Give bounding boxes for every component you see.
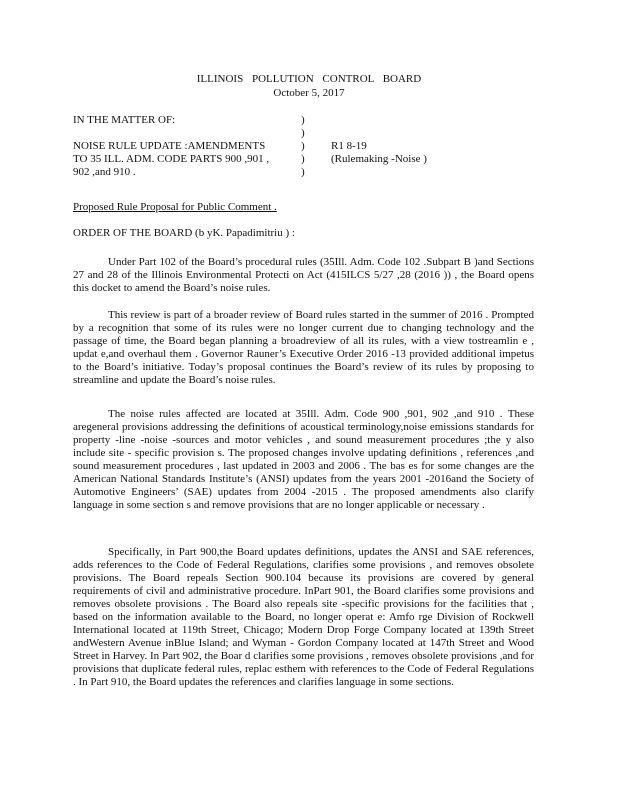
caption-docket-block bbox=[331, 114, 551, 179]
agency-title: ILLINOIS POLLUTION CONTROL BOARD bbox=[196, 73, 422, 85]
caption-paren: ) bbox=[301, 166, 305, 178]
body-paragraph: This review is part of a broader review of Board rules started in the summer of 2016 . Prompted by a recognition that some of its rules were no longer current due to changing technology and the passage of time, the Board began planning a broadreview of all its rules, with a view tostreamlin e , updat e,and overhaul them . Governor Rauner’s Executive Order 2016 -13 provided additional impetus to the Board’s initiative. Today’s proposal continues the Board’s review of its rules by proposing to streamline and update the Board’s noise rules. bbox=[73, 309, 534, 386]
caption-paren: ) bbox=[301, 127, 305, 139]
section-heading: Proposed Rule Proposal for Public Comment . bbox=[73, 201, 277, 213]
caption-parentheses bbox=[301, 114, 311, 179]
caption-matter-block bbox=[73, 114, 303, 179]
caption-line bbox=[73, 127, 303, 140]
caption-line: 902 ,and 910 . bbox=[73, 166, 136, 178]
caption-paren: ) bbox=[301, 114, 305, 126]
body-paragraph: Under Part 102 of the Board’s procedural rules (35Ill. Adm. Code 102 .Subpart B )and Sections 27 and 28 of the Illinois Environmental Protecti on Act (415ILCS 5/27 ,28 (2016 )) , the Board opens this docket to amend the Board’s noise rules. bbox=[73, 256, 534, 294]
caption-docket-line bbox=[331, 114, 551, 127]
caption-docket-line bbox=[331, 166, 551, 179]
caption-line: TO 35 ILL. ADM. CODE PARTS 900 ,901 , bbox=[73, 153, 270, 165]
caption-line: IN THE MATTER OF: bbox=[73, 114, 176, 126]
caption-paren: ) bbox=[301, 140, 305, 152]
order-line: ORDER OF THE BOARD (b yK. Papadimitriu ) : bbox=[73, 227, 295, 239]
body-paragraph: The noise rules affected are located at 35Ill. Adm. Code 900 ,901, 902 ,and 910 . These aregeneral provisions addressing the definitions of acoustical terminology,noise emissions standards for property -line -noise -sources and motor vehicles , and sound measurement procedures ;the y also include site - specific provision s. The proposed changes involve updating definitions , references ,and sound measurement procedures , last updated in 2003 and 2006 . The bas es for some changes are the American National Standards Institute’s (ANSI) updates from the years 2001 -2016and the Society of Automotive Engineers’ (SAE) updates from 2004 -2015 . The proposed amendments also clarify language in some section s and remove provisions that are no longer applicable or necessary . bbox=[73, 408, 534, 511]
caption-paren: ) bbox=[301, 153, 305, 165]
body-paragraph: Specifically, in Part 900,the Board updates definitions, updates the ANSI and SAE references, adds references to the Code of Federal Regulations, clarifies some provisions , and removes obsolete provisions. The Board repeals Section 900.104 because its provisions are covered by general requirements of civil and administrative procedure. InPart 901, the Board clarifies some provisions and removes obsolete provisions . The Board also repeals site -specific provisions for the facilities that , based on the information available to the Board, no longer operat e: Amfo rge Division of Rockwell International located at 119th Street, Chicago; Modern Drop Forge Company located at 139th Street andWestern Avenue inBlue Island; and Wyman - Gordon Company located at 147th Street and Wood Street in Harvey. In Part 902, the Boar d clarifies some provisions , removes obsolete provisions ,and for provisions that duplicate federal rules, replac esthem with references to the Code of Federal Regulations . In Part 910, the Board updates the references and clarifies language in some sections. bbox=[73, 546, 534, 688]
docket-type: (Rulemaking -Noise ) bbox=[331, 153, 427, 165]
docket-number: R1 8-19 bbox=[331, 140, 367, 152]
document-date: October 5, 2017 bbox=[273, 87, 345, 99]
caption-docket-line bbox=[331, 127, 551, 140]
caption-line: NOISE RULE UPDATE :AMENDMENTS bbox=[73, 140, 266, 152]
